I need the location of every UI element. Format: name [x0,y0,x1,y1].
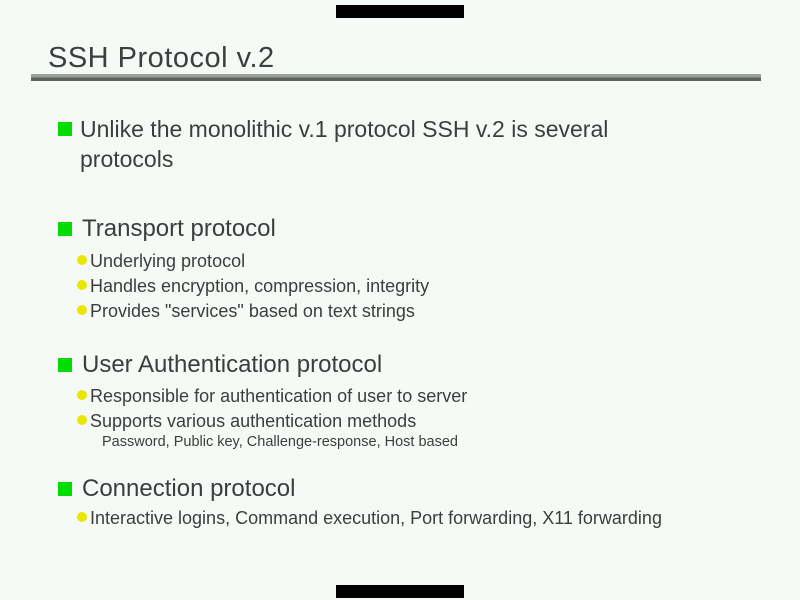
section-heading-text: User Authentication protocol [82,351,383,378]
bullet-dot-icon [77,390,87,400]
list-item-text: Underlying protocol [90,251,246,271]
sub-note-text: Password, Public key, Challenge-response, Host based [102,434,458,450]
bottom-edge-black-bar [336,585,464,598]
intro-bullet-item [58,114,700,174]
list-item-text: Responsible for authentication of user to server [90,386,468,406]
list-item [77,384,467,408]
bullet-square-icon [58,222,72,236]
sub-note [102,433,458,452]
list-item [77,409,416,433]
list-item-text: Handles encryption, compression, integrity [90,276,430,296]
title-underline-rule [31,74,761,81]
list-item [77,299,415,323]
top-edge-black-bar [336,5,464,18]
section-heading-text: Connection protocol [82,475,296,502]
section-heading-text: Transport protocol [82,215,276,242]
list-item [77,274,429,298]
list-item [77,249,245,273]
bullet-dot-icon [77,255,87,265]
bullet-dot-icon [77,415,87,425]
list-item-text: Interactive logins, Command execution, Port forwarding, X11 forwarding [90,508,662,528]
section-heading-transport [58,214,276,244]
bullet-square-icon [58,358,72,372]
slide-title: SSH Protocol v.2 [48,42,275,74]
bullet-dot-icon [77,512,87,522]
bullet-square-icon [58,482,72,496]
bullet-dot-icon [77,280,87,290]
list-item-text: Supports various authentication methods [90,411,417,431]
bullet-dot-icon [77,305,87,315]
intro-bullet-text: Unlike the monolithic v.1 protocol SSH v.2 is several protocols [80,116,609,172]
section-heading-connection [58,474,295,504]
bullet-square-icon [58,122,72,136]
list-item [77,506,662,530]
section-heading-user-auth [58,350,382,380]
list-item-text: Provides "services" based on text strings [90,301,415,321]
